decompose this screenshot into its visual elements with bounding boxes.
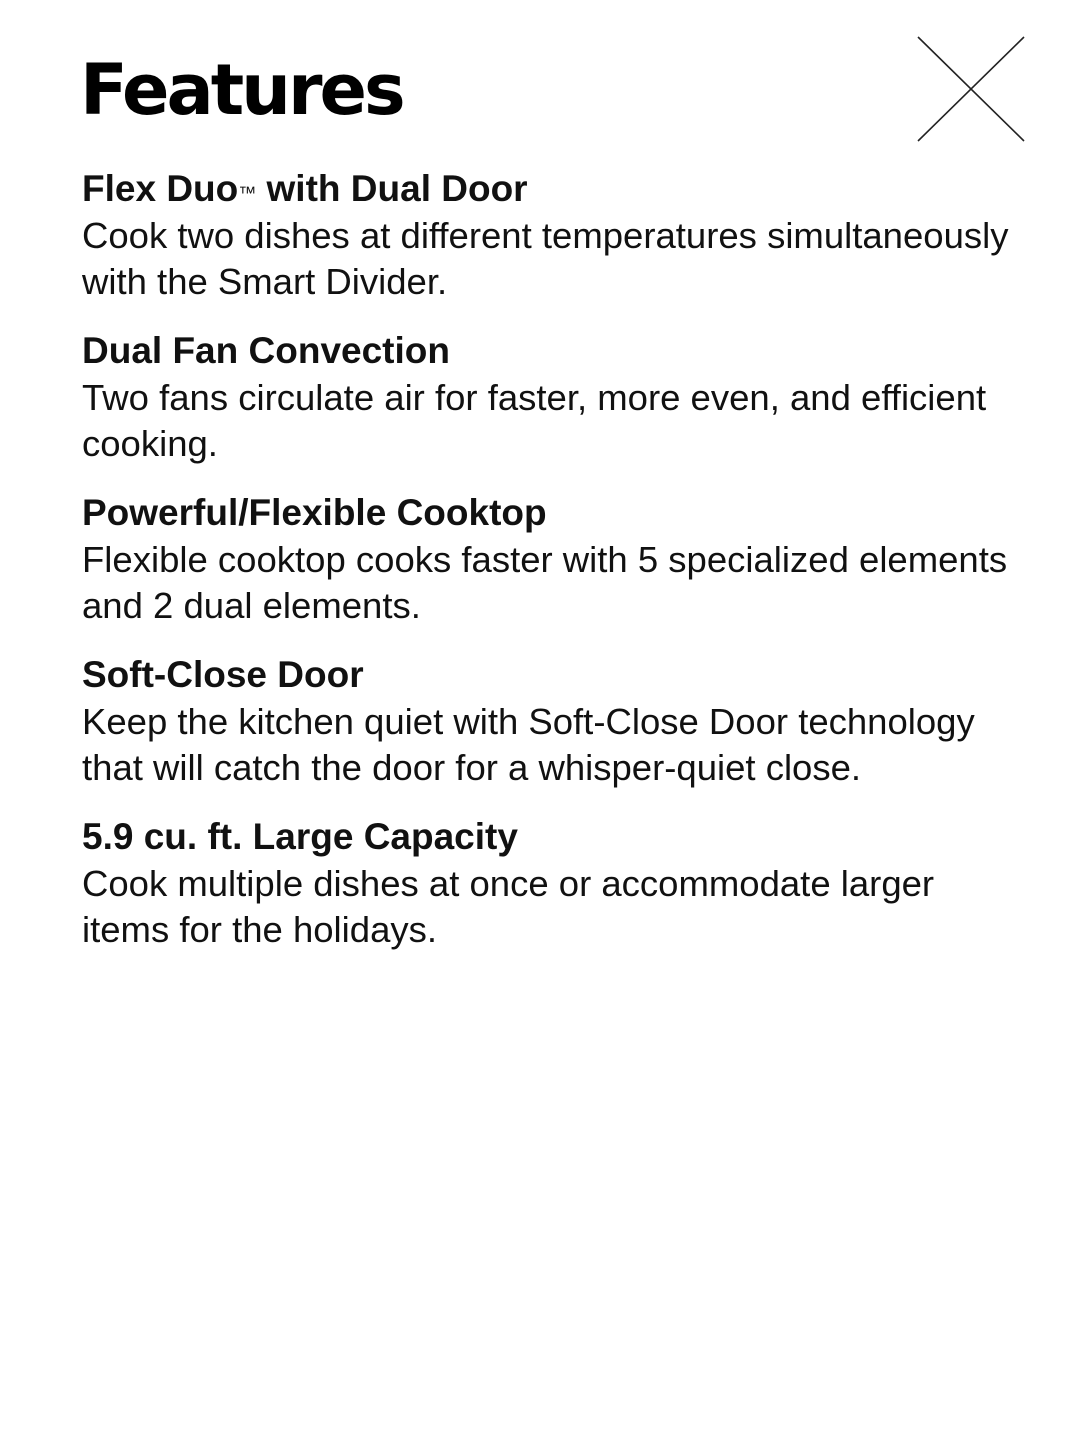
feature-title xyxy=(82,167,1022,211)
feature-list xyxy=(82,167,1022,977)
feature-title: 5.9 cu. ft. Large Capacity xyxy=(82,816,518,857)
feature-item-dual-fan xyxy=(82,329,1022,467)
feature-item-flex-duo xyxy=(82,167,1022,305)
trademark-mark: ™ xyxy=(238,183,257,203)
feature-description: Two fans circulate air for faster, more even, and efficient cooking. xyxy=(82,377,987,464)
feature-item-soft-close xyxy=(82,653,1022,791)
feature-title-text: Flex Duo xyxy=(82,168,239,209)
feature-description: Cook two dishes at different temperatures simultaneously with the Smart Divider. xyxy=(82,215,1009,302)
feature-description: Cook multiple dishes at once or accommodate larger items for the holidays. xyxy=(82,863,935,950)
feature-title-suffix: with Dual Door xyxy=(256,168,528,209)
feature-title: Powerful/Flexible Cooktop xyxy=(82,492,547,533)
feature-item-cooktop xyxy=(82,491,1022,629)
feature-title: Dual Fan Convection xyxy=(82,330,450,371)
feature-item-capacity xyxy=(82,815,1022,953)
page-title: Features xyxy=(80,49,403,131)
feature-description: Keep the kitchen quiet with Soft-Close Door technology that will catch the door for a whisper-quiet close. xyxy=(82,701,975,788)
feature-description: Flexible cooktop cooks faster with 5 specialized elements and 2 dual elements. xyxy=(82,539,1008,626)
feature-title: Soft-Close Door xyxy=(82,654,364,695)
close-icon xyxy=(917,36,1025,142)
close-button[interactable] xyxy=(917,36,1025,142)
